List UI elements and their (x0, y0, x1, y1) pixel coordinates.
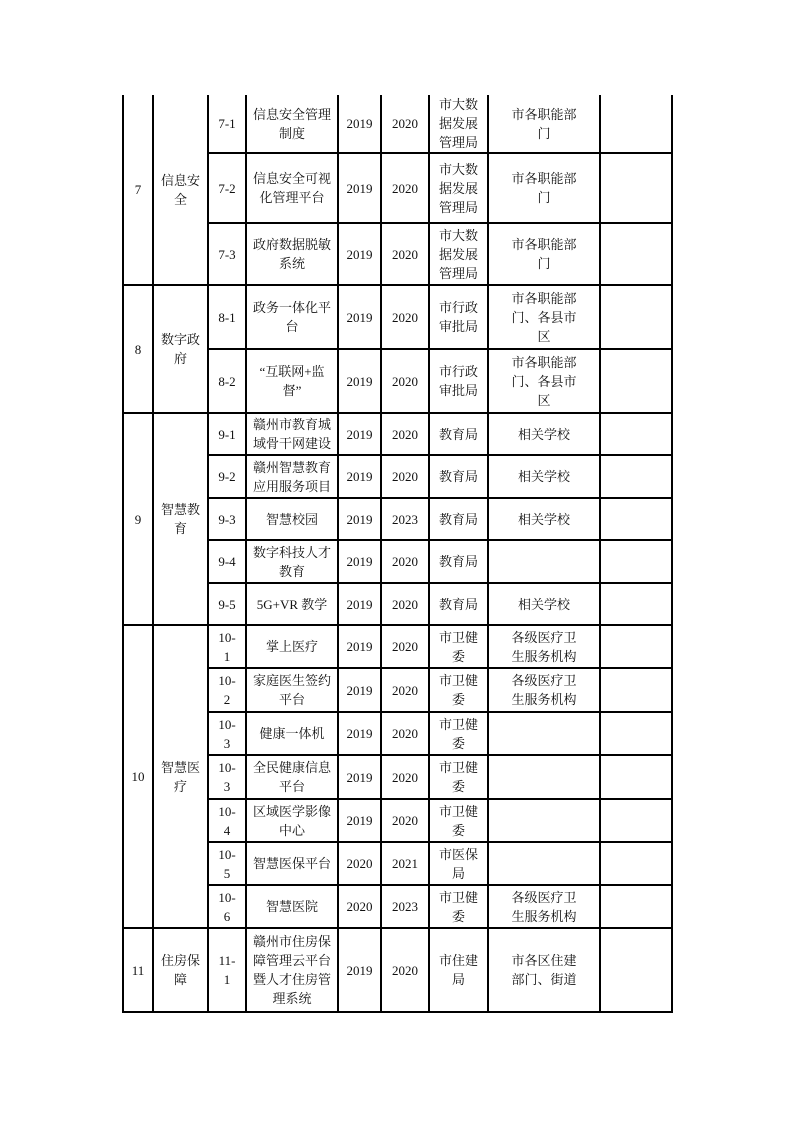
cell-coop-dept (488, 712, 600, 755)
cell-lead-dept: 教育局 (429, 455, 488, 498)
cell-start-year: 2019 (338, 583, 381, 625)
cell-remark (600, 668, 672, 712)
cell-coop-dept: 市各职能部门 (488, 95, 600, 153)
cell-remark (600, 755, 672, 799)
cell-code: 8-2 (208, 349, 246, 413)
table-row (123, 95, 672, 153)
cell-start-year: 2019 (338, 95, 381, 153)
cell-end-year: 2020 (381, 755, 429, 799)
cell-code: 8-1 (208, 285, 246, 349)
cell-code: 10-2 (208, 668, 246, 712)
cell-remark (600, 842, 672, 885)
cell-project: 赣州智慧教育应用服务项目 (246, 455, 338, 498)
cell-code: 9-2 (208, 455, 246, 498)
cell-end-year: 2020 (381, 95, 429, 153)
cell-end-year: 2020 (381, 455, 429, 498)
cell-start-year: 2019 (338, 928, 381, 1012)
cell-coop-dept: 各级医疗卫生服务机构 (488, 885, 600, 928)
cell-project: 掌上医疗 (246, 625, 338, 668)
cell-coop-dept: 市各区住建部门、街道 (488, 928, 600, 1012)
cell-code: 7-3 (208, 223, 246, 285)
cell-remark (600, 625, 672, 668)
cell-end-year: 2023 (381, 498, 429, 540)
cell-lead-dept: 市卫健委 (429, 755, 488, 799)
cell-end-year: 2020 (381, 153, 429, 223)
cell-start-year: 2019 (338, 625, 381, 668)
cell-project: 智慧校园 (246, 498, 338, 540)
cell-end-year: 2020 (381, 583, 429, 625)
cell-project: “互联网+监督” (246, 349, 338, 413)
cell-project: 赣州市教育城域骨干网建设 (246, 413, 338, 455)
cell-code: 10-4 (208, 799, 246, 842)
cell-code: 7-2 (208, 153, 246, 223)
cell-coop-dept: 市各职能部门、各县市区 (488, 349, 600, 413)
cell-project: 赣州市住房保障管理云平台暨人才住房管理系统 (246, 928, 338, 1012)
cell-remark (600, 95, 672, 153)
cell-coop-dept: 市各职能部门、各县市区 (488, 285, 600, 349)
cell-lead-dept: 市行政审批局 (429, 349, 488, 413)
cell-end-year: 2020 (381, 540, 429, 583)
cell-section-no: 10 (123, 625, 153, 928)
cell-start-year: 2019 (338, 153, 381, 223)
table-row (123, 285, 672, 349)
cell-code: 11-1 (208, 928, 246, 1012)
cell-start-year: 2020 (338, 885, 381, 928)
cell-start-year: 2019 (338, 799, 381, 842)
cell-coop-dept: 市各职能部门 (488, 153, 600, 223)
cell-section-category: 信息安全 (153, 95, 208, 285)
cell-code: 10-5 (208, 842, 246, 885)
cell-start-year: 2019 (338, 223, 381, 285)
cell-end-year: 2020 (381, 668, 429, 712)
cell-lead-dept: 市行政审批局 (429, 285, 488, 349)
cell-end-year: 2021 (381, 842, 429, 885)
cell-coop-dept: 相关学校 (488, 455, 600, 498)
cell-lead-dept: 教育局 (429, 413, 488, 455)
cell-code: 9-5 (208, 583, 246, 625)
cell-coop-dept: 相关学校 (488, 583, 600, 625)
cell-coop-dept (488, 755, 600, 799)
cell-project: 健康一体机 (246, 712, 338, 755)
cell-start-year: 2020 (338, 842, 381, 885)
cell-project: 数字科技人才教育 (246, 540, 338, 583)
cell-remark (600, 413, 672, 455)
cell-remark (600, 583, 672, 625)
cell-lead-dept: 市大数据发展管理局 (429, 95, 488, 153)
cell-section-category: 智慧医疗 (153, 625, 208, 928)
cell-project: 信息安全可视化管理平台 (246, 153, 338, 223)
cell-remark (600, 285, 672, 349)
cell-end-year: 2020 (381, 625, 429, 668)
cell-start-year: 2019 (338, 498, 381, 540)
cell-start-year: 2019 (338, 413, 381, 455)
cell-remark (600, 455, 672, 498)
cell-code: 9-1 (208, 413, 246, 455)
cell-remark (600, 153, 672, 223)
cell-project: 信息安全管理制度 (246, 95, 338, 153)
cell-section-no: 8 (123, 285, 153, 413)
cell-remark (600, 712, 672, 755)
cell-end-year: 2020 (381, 413, 429, 455)
cell-section-category: 住房保障 (153, 928, 208, 1012)
cell-code: 10-3 (208, 712, 246, 755)
cell-code: 7-1 (208, 95, 246, 153)
cell-end-year: 2020 (381, 223, 429, 285)
cell-coop-dept: 市各职能部门 (488, 223, 600, 285)
cell-end-year: 2020 (381, 799, 429, 842)
cell-remark (600, 498, 672, 540)
cell-start-year: 2019 (338, 540, 381, 583)
cell-end-year: 2020 (381, 285, 429, 349)
cell-project: 区域医学影像中心 (246, 799, 338, 842)
cell-lead-dept: 教育局 (429, 583, 488, 625)
cell-remark (600, 349, 672, 413)
cell-code: 10-3 (208, 755, 246, 799)
cell-project: 智慧医保平台 (246, 842, 338, 885)
cell-coop-dept (488, 799, 600, 842)
cell-remark (600, 799, 672, 842)
table-row (123, 928, 672, 1012)
cell-lead-dept: 市医保局 (429, 842, 488, 885)
cell-code: 10-6 (208, 885, 246, 928)
cell-lead-dept: 市卫健委 (429, 712, 488, 755)
cell-remark (600, 223, 672, 285)
cell-start-year: 2019 (338, 455, 381, 498)
table-row (123, 413, 672, 455)
cell-start-year: 2019 (338, 755, 381, 799)
cell-code: 9-3 (208, 498, 246, 540)
cell-coop-dept: 各级医疗卫生服务机构 (488, 625, 600, 668)
cell-code: 10-1 (208, 625, 246, 668)
cell-end-year: 2020 (381, 349, 429, 413)
cell-section-category: 智慧教育 (153, 413, 208, 625)
cell-coop-dept: 相关学校 (488, 413, 600, 455)
cell-end-year: 2020 (381, 928, 429, 1012)
cell-project: 5G+VR 教学 (246, 583, 338, 625)
cell-coop-dept (488, 540, 600, 583)
cell-project: 智慧医院 (246, 885, 338, 928)
cell-section-no: 7 (123, 95, 153, 285)
cell-coop-dept (488, 842, 600, 885)
cell-lead-dept: 教育局 (429, 540, 488, 583)
cell-start-year: 2019 (338, 349, 381, 413)
cell-lead-dept: 市大数据发展管理局 (429, 153, 488, 223)
cell-end-year: 2023 (381, 885, 429, 928)
cell-coop-dept: 各级医疗卫生服务机构 (488, 668, 600, 712)
cell-code: 9-4 (208, 540, 246, 583)
cell-start-year: 2019 (338, 285, 381, 349)
cell-lead-dept: 市卫健委 (429, 799, 488, 842)
cell-remark (600, 885, 672, 928)
cell-lead-dept: 市大数据发展管理局 (429, 223, 488, 285)
cell-lead-dept: 市卫健委 (429, 885, 488, 928)
cell-project: 全民健康信息平台 (246, 755, 338, 799)
cell-remark (600, 928, 672, 1012)
cell-start-year: 2019 (338, 712, 381, 755)
cell-project: 政务一体化平台 (246, 285, 338, 349)
cell-lead-dept: 市卫健委 (429, 625, 488, 668)
cell-section-no: 9 (123, 413, 153, 625)
projects-table (122, 95, 673, 1013)
cell-lead-dept: 市住建局 (429, 928, 488, 1012)
cell-lead-dept: 教育局 (429, 498, 488, 540)
cell-coop-dept: 相关学校 (488, 498, 600, 540)
cell-end-year: 2020 (381, 712, 429, 755)
cell-start-year: 2019 (338, 668, 381, 712)
cell-project: 政府数据脱敏系统 (246, 223, 338, 285)
cell-section-category: 数字政府 (153, 285, 208, 413)
cell-section-no: 11 (123, 928, 153, 1012)
cell-project: 家庭医生签约平台 (246, 668, 338, 712)
cell-remark (600, 540, 672, 583)
cell-lead-dept: 市卫健委 (429, 668, 488, 712)
table-row (123, 625, 672, 668)
